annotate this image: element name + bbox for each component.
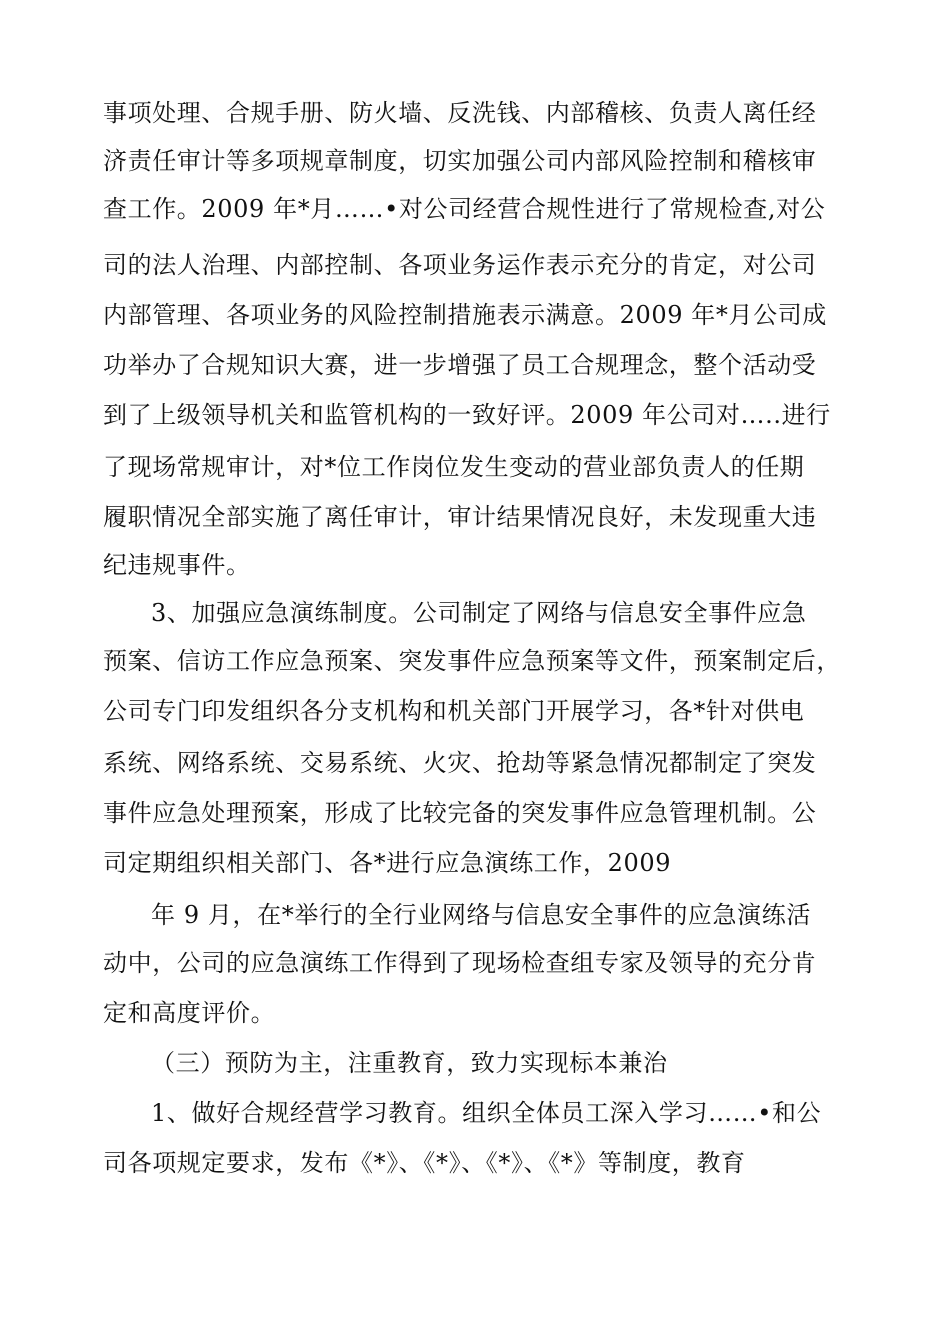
text-line: 定和高度评价。 bbox=[103, 999, 276, 1027]
paragraph-start-line: 1、做好合规经营学习教育。组织全体员工深入学习……•和公 bbox=[151, 1099, 822, 1127]
text-line: 纪违规事件。 bbox=[103, 551, 251, 579]
text-line: 公司专门印发组织各分支机构和机关部门开展学习，各*针对供电 bbox=[103, 697, 805, 725]
text-line: 系统、网络系统、交易系统、火灾、抢劫等紧急情况都制定了突发 bbox=[103, 749, 817, 777]
text-line: 查工作。2009 年*月……•对公司经营合规性进行了常规检查,对公 bbox=[103, 195, 826, 223]
text-line: 履职情况全部实施了离任审计，审计结果情况良好，未发现重大违 bbox=[103, 503, 817, 531]
text-line: 司各项规定要求，发布《*》、《*》、《*》、《*》等制度，教育 bbox=[103, 1149, 746, 1177]
text-line: 了现场常规审计，对*位工作岗位发生变动的营业部负责人的任期 bbox=[103, 453, 805, 481]
text-line: 到了上级领导机关和监管机构的一致好评。2009 年公司对…..进行 bbox=[103, 401, 831, 429]
paragraph-start-line: 年 9 月，在*举行的全行业网络与信息安全事件的应急演练活 bbox=[151, 901, 811, 929]
text-line: 预案、信访工作应急预案、突发事件应急预案等文件，预案制定后， bbox=[103, 647, 841, 675]
text-line: 功举办了合规知识大赛，进一步增强了员工合规理念，整个活动受 bbox=[103, 351, 817, 379]
paragraph-start-line: 3、加强应急演练制度。公司制定了网络与信息安全事件应急 bbox=[151, 599, 807, 627]
text-line: 事项处理、合规手册、防火墙、反洗钱、内部稽核、负责人离任经 bbox=[103, 99, 817, 127]
text-line: 济责任审计等多项规章制度，切实加强公司内部风险控制和稽核审 bbox=[103, 147, 817, 175]
text-line: 司的法人治理、内部控制、各项业务运作表示充分的肯定，对公司 bbox=[103, 251, 817, 279]
text-line: 司定期组织相关部门、各*进行应急演练工作，2009 bbox=[103, 849, 672, 877]
text-line: 内部管理、各项业务的风险控制措施表示满意。2009 年*月公司成 bbox=[103, 301, 827, 329]
text-line: 事件应急处理预案，形成了比较完备的突发事件应急管理机制。公 bbox=[103, 799, 817, 827]
text-line: 动中，公司的应急演练工作得到了现场检查组专家及领导的充分肯 bbox=[103, 949, 817, 977]
section-heading: （三）预防为主，注重教育，致力实现标本兼治 bbox=[151, 1049, 668, 1077]
